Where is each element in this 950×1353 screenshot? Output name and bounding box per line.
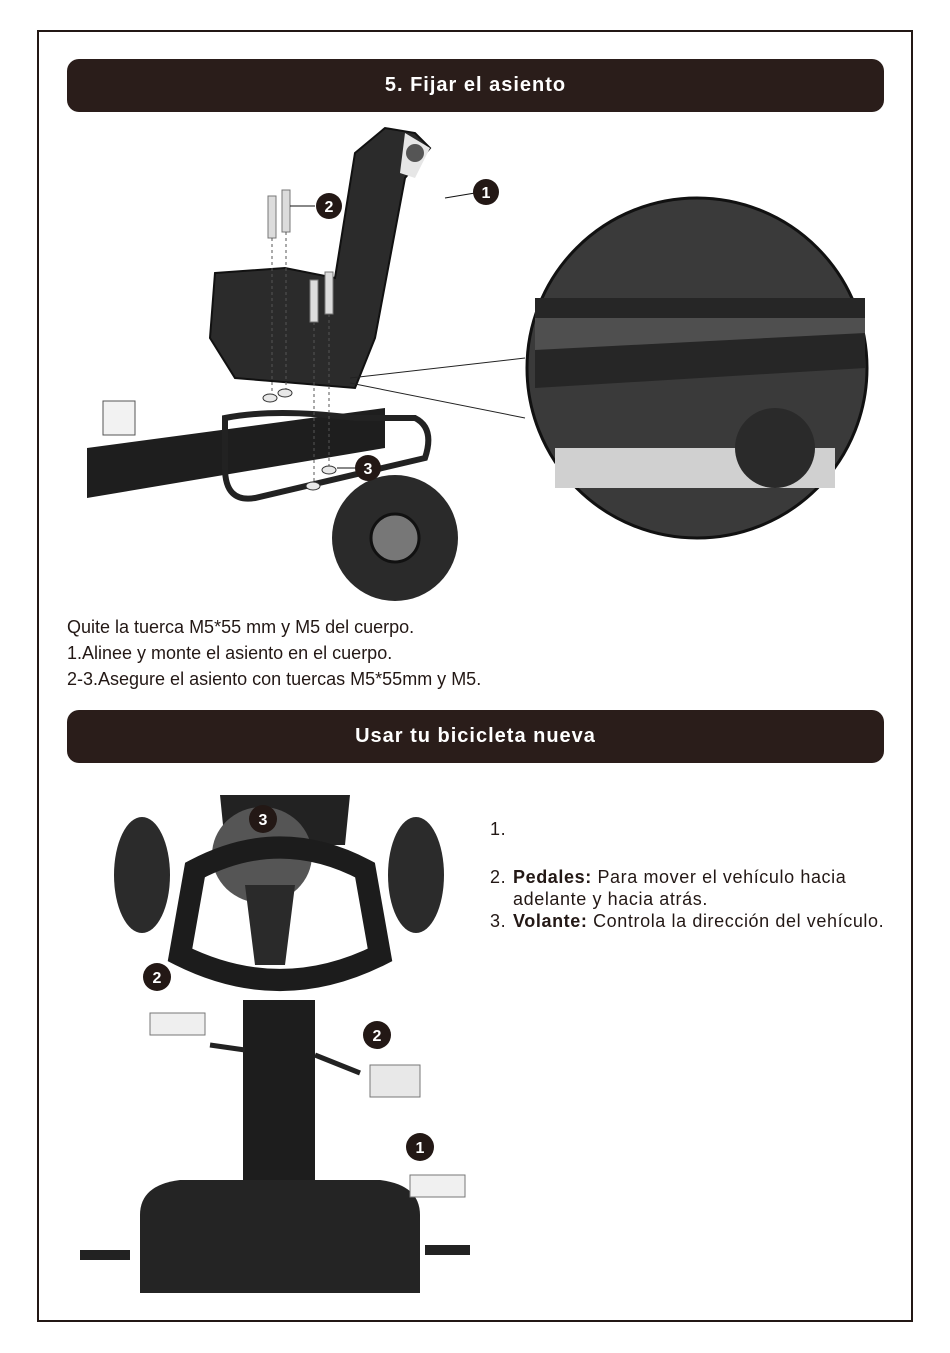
wheel-hub [371, 514, 419, 562]
list-item-number: 2. [490, 867, 507, 887]
rear-axle-right [425, 1245, 470, 1255]
seat-hole [406, 144, 424, 162]
front-right-wheel [388, 817, 444, 933]
instruction-line: Quite la tuerca M5*55 mm y M5 del cuerpo. [67, 617, 415, 637]
zoom-line-top [350, 358, 525, 378]
callout-1-number: 1 [415, 1140, 425, 1157]
callout-3-number: 3 [258, 812, 268, 829]
kart-top-view-illustration [80, 785, 470, 1293]
list-item-text: Controla la dirección del vehículo. [587, 911, 885, 931]
instruction-line: 1.Alinee y monte el asiento en el cuerpo. [67, 643, 393, 663]
list-item [490, 866, 890, 910]
pedal-arm-left [210, 1045, 245, 1050]
callout-3-number: 3 [363, 461, 373, 478]
pedal-arm-right [315, 1055, 360, 1073]
hand-brake-grip [410, 1175, 465, 1197]
list-item-label: Pedales: [513, 867, 592, 887]
callout-1-number: 1 [481, 185, 491, 202]
seat-base [140, 1180, 420, 1293]
list-item-number: 3. [490, 911, 507, 931]
detail-cap [735, 408, 815, 488]
callout-2-number: 2 [324, 199, 334, 216]
list-item-number: 1. [490, 819, 507, 839]
list-item-label: Volante: [513, 911, 588, 931]
pedal-block [103, 401, 135, 435]
rear-axle-left [80, 1250, 130, 1260]
seat [210, 128, 430, 388]
list-item-text: Para mover el vehículo hacia adelante y hacia atrás. [513, 867, 847, 909]
section-title: Usar tu bicicleta nueva [355, 725, 596, 747]
callout-1-leader [445, 193, 475, 198]
section-header-fix-seat [67, 59, 884, 112]
section-title: 5. Fijar el asiento [384, 74, 567, 96]
usage-list [490, 818, 890, 932]
left-pedal [150, 1013, 205, 1035]
front-left-wheel [114, 817, 170, 933]
section-header-usage [67, 710, 884, 763]
list-item [490, 910, 890, 932]
callout-2-number: 2 [152, 970, 162, 987]
seat-instructions [67, 614, 481, 692]
callout-2-number: 2 [372, 1028, 382, 1045]
steering-column [243, 1000, 315, 1200]
list-item [490, 818, 890, 840]
seat-installation-illustration [85, 118, 870, 613]
steering-hub [245, 885, 295, 965]
right-pedal [370, 1065, 420, 1097]
instruction-line: 2-3.Asegure el asiento con tuercas M5*55mm y M5. [67, 669, 482, 689]
